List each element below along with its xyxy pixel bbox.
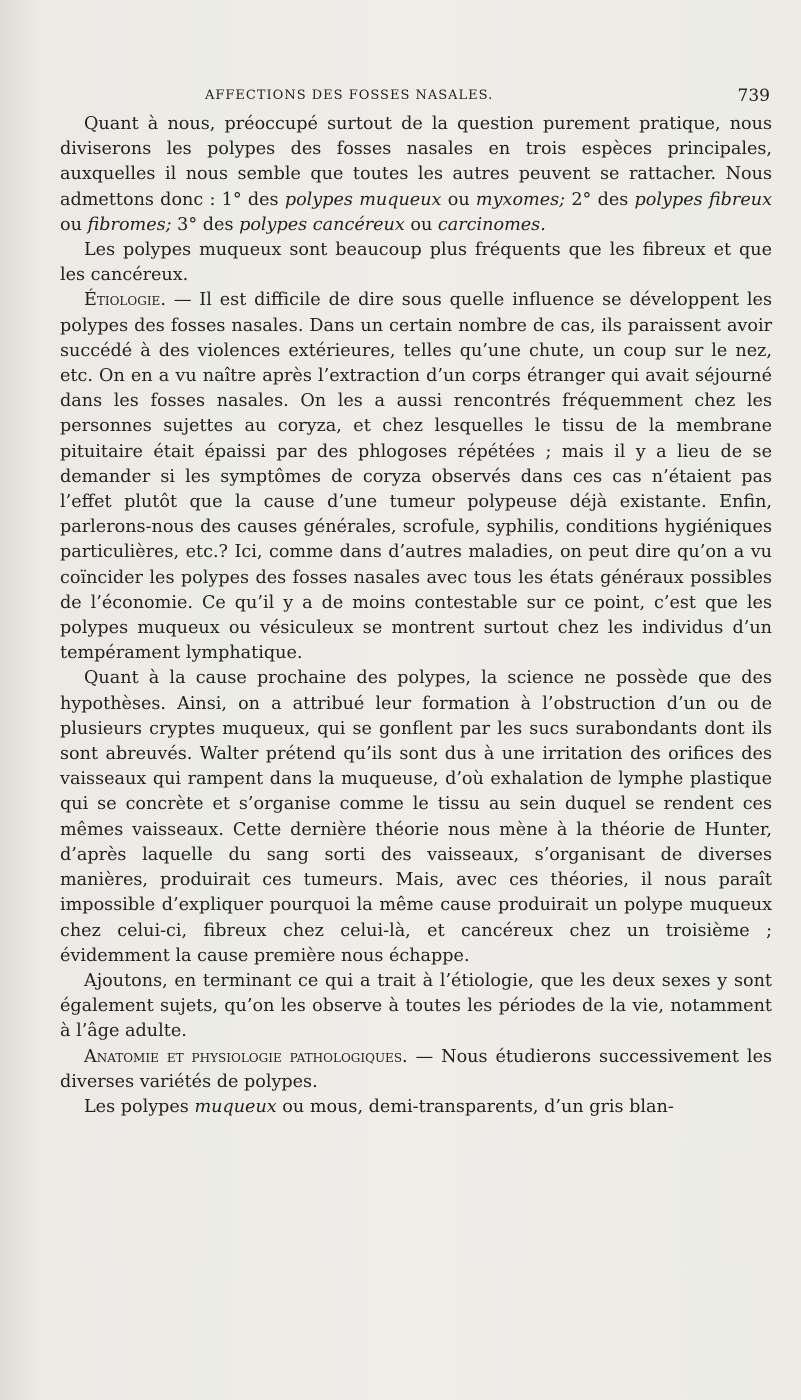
paragraph-classification: Quant à nous, préoccupé surtout de la question purement pratique, nous diviserons les polypes des fosses nasales en trois espèces principales, auxquelles il nous semble que toutes les autres peuvent se rattacher. Nous admettons donc : 1° des polypes muqueux ou myxomes; 2° des polypes fibreux ou fibromes; 3° des polypes cancéreux ou carcinomes. <box>60 114 772 235</box>
paragraph-etiology: Étiologie. — Il est difficile de dire sous quelle influence se développent les polypes des fosses nasales. Dans un certain nombre de cas, ils paraissent avoir succédé à des violences extérieures, telles qu’une chute, un coup sur le nez, etc. On en a vu naître après l’extraction d’un corps étranger qui avait séjourné dans les fosses nasales. On les a aussi rencontrés fréquemment chez les personnes sujettes au coryza, et chez lesquelles le tissu de la membrane pituitaire était épaissi par des phlogoses répétées ; mais il y a lieu de se demander si les symptômes de coryza observés dans ces cas n’étaient pas l’effet plutôt que la cause d’une tumeur polypeuse déjà existante. Enfin, parlerons-nous des causes générales, scrofule, syphilis, conditions hygiéniques particulières, etc.? Ici, comme dans d’autres maladies, on peut dire qu’on a vu coïncider les polypes des fosses nasales avec tous les états généraux possibles de l’économie. Ce qu’il y a de moins contestable sur ce point, c’est que les polypes muqueux ou vésiculeux se montrent surtout chez les individus d’un tempérament lymphatique. <box>60 290 772 664</box>
running-title: AFFECTIONS DES FOSSES NASALES. <box>205 88 494 103</box>
paragraph-proximate-cause: Quant à la cause prochaine des polypes, la science ne possède que des hypothèses. Ainsi, on a attribué leur formation à l’obstruction d’un ou de plusieurs cryptes muqueux, qui se gonflent par les sucs surabondants dont ils sont abreuvés. Walter prétend qu’ils sont dus à une irritation des orifices des vaisseaux qui rampent dans la muqueuse, d’où exhalation de lymphe plastique qui se concrète et s’organise comme le tissu au sein duquel se rendent ces mêmes vaisseaux. Cette dernière théorie nous mène à la théorie de Hunter, d’après laquelle du sang sorti des vaisseaux, s’organisant de diverses manières, produirait ces tumeurs. Mais, avec ces théories, il nous paraît impossible d’expliquer pourquoi la même cause produirait un polype muqueux chez celui-ci, fibreux chez celui-là, et cancéreux chez un troisième ; évidemment la cause première nous échappe. <box>60 668 772 966</box>
body-text <box>60 112 772 1120</box>
paragraph-anatomy: Anatomie et physiologie pathologiques. — Nous étudierons successivement les diverses variétés de polypes. <box>60 1046 773 1092</box>
page-header <box>60 86 770 108</box>
section-heading-etiologie: Étiologie. <box>84 290 166 311</box>
section-heading-anatomie: Anatomie et physiologie pathologiques. <box>84 1046 408 1067</box>
page-number: 739 <box>737 86 770 106</box>
paragraph-frequency: Les polypes muqueux sont beaucoup plus fréquents que les fibreux et que les cancéreux. <box>60 240 772 286</box>
paragraph-mucous-polyps: Les polypes muqueux ou mous, demi-transparents, d’un gris blan- <box>84 1096 674 1117</box>
paragraph-sexes-age: Ajoutons, en terminant ce qui a trait à l’étiologie, que les deux sexes y sont également sujets, qu’on les observe à toutes les périodes de la vie, notamment à l’âge adulte. <box>60 970 772 1042</box>
